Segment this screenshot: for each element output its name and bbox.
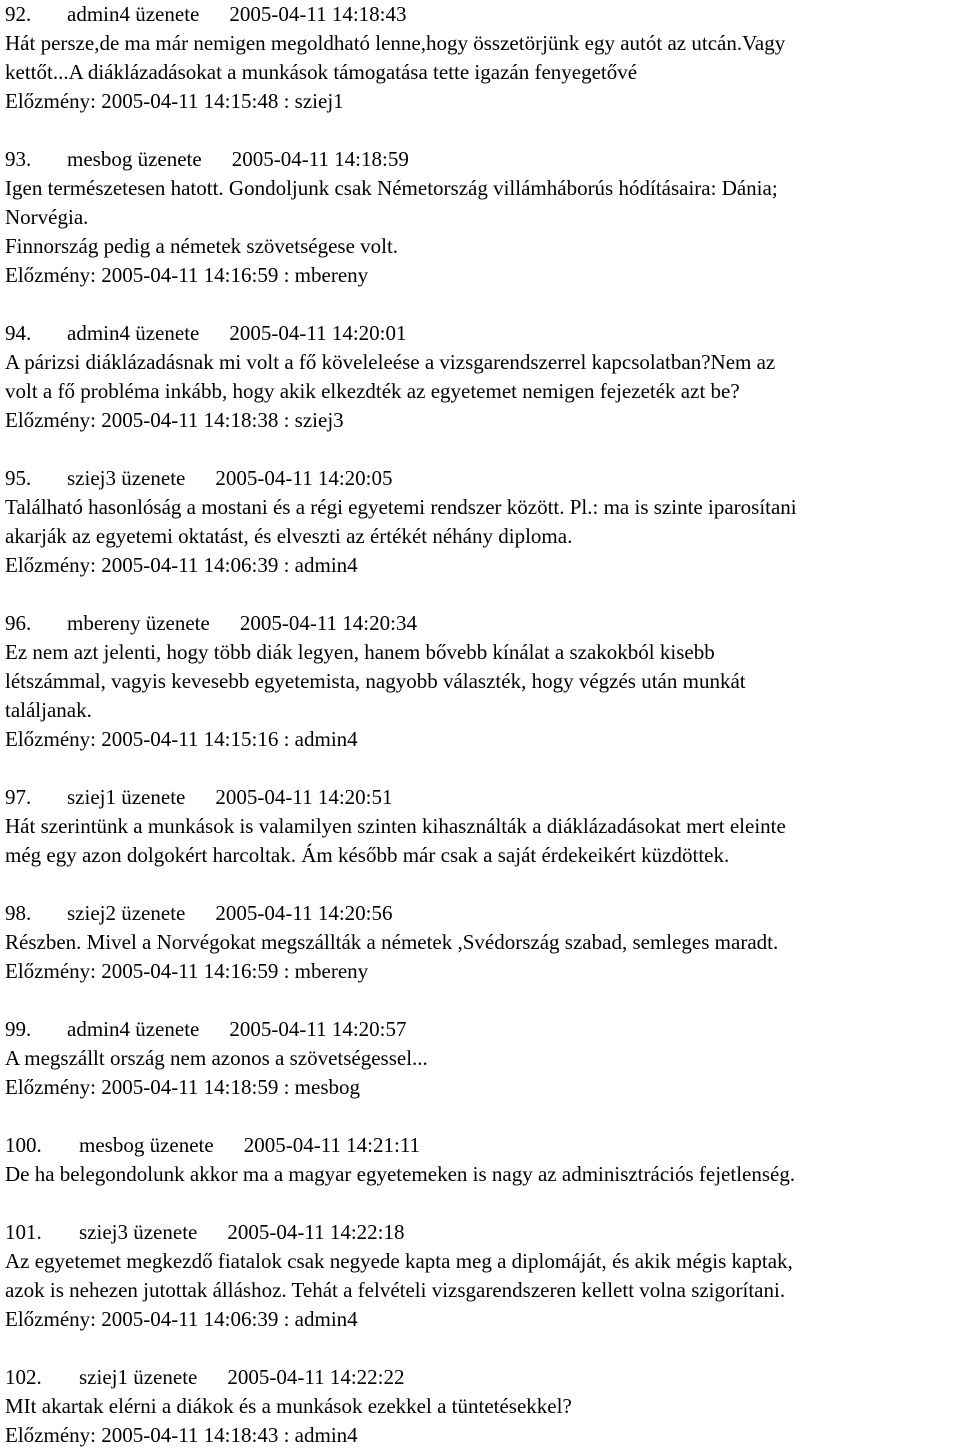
- previous-message-link[interactable]: Előzmény: 2005-04-11 14:18:38 : sziej3: [5, 408, 344, 432]
- post-timestamp: 2005-04-11 14:20:01: [229, 321, 407, 345]
- post-number: 94.: [5, 321, 32, 345]
- post-author: admin4 üzenete: [67, 1017, 200, 1041]
- previous-message-link[interactable]: Előzmény: 2005-04-11 14:18:43 : admin4: [5, 1423, 358, 1447]
- post-timestamp: 2005-04-11 14:20:56: [215, 901, 393, 925]
- post-timestamp: 2005-04-11 14:20:57: [229, 1017, 407, 1041]
- forum-post: [5, 1015, 960, 1102]
- post-header: [5, 783, 960, 812]
- post-text-line: Norvégia.: [5, 205, 89, 229]
- post-body: [5, 638, 960, 725]
- forum-post: [5, 609, 960, 754]
- post-header: [5, 899, 960, 928]
- forum-post: [5, 1218, 960, 1334]
- post-timestamp: 2005-04-11 14:18:59: [231, 147, 409, 171]
- post-body: [5, 1160, 960, 1189]
- post-number: 93.: [5, 147, 32, 171]
- previous-message-link[interactable]: Előzmény: 2005-04-11 14:06:39 : admin4: [5, 1307, 358, 1331]
- post-author: mbereny üzenete: [67, 611, 210, 635]
- post-timestamp: 2005-04-11 14:22:22: [227, 1365, 405, 1389]
- post-header: [5, 1015, 960, 1044]
- post-timestamp: 2005-04-11 14:21:11: [243, 1133, 421, 1157]
- post-number: 92.: [5, 2, 32, 26]
- post-body: [5, 928, 960, 957]
- post-body: [5, 493, 960, 551]
- post-header: [5, 1218, 960, 1247]
- post-text-line: Finnország pedig a németek szövetségese volt.: [5, 234, 399, 258]
- post-header: [5, 319, 960, 348]
- post-number: 100.: [5, 1133, 42, 1157]
- post-text-line: létszámmal, vagyis kevesebb egyetemista, nagyobb választék, hogy végzés után munkát: [5, 669, 746, 693]
- post-text-line: MIt akartak elérni a diákok és a munkások ezekkel a tüntetésekkel?: [5, 1394, 572, 1418]
- forum-post: [5, 783, 960, 870]
- post-author: sziej3 üzenete: [79, 1220, 198, 1244]
- post-text-line: volt a fő probléma inkább, hogy akik elkezdték az egyetemet nemigen fejezeték azt be?: [5, 379, 740, 403]
- post-text-line: Ez nem azt jelenti, hogy több diák legyen, hanem bővebb kínálat a szakokból kisebb: [5, 640, 715, 664]
- post-number: 97.: [5, 785, 32, 809]
- post-body: [5, 1044, 960, 1073]
- post-text-line: A párizsi diáklázadásnak mi volt a fő köveleleése a vizsgarendszerrel kapcsolatban?Nem az: [5, 350, 776, 374]
- post-header: [5, 1131, 960, 1160]
- post-timestamp: 2005-04-11 14:20:05: [215, 466, 393, 490]
- forum-post: [5, 145, 960, 290]
- post-author: sziej1 üzenete: [79, 1365, 198, 1389]
- previous-message-link[interactable]: Előzmény: 2005-04-11 14:15:48 : sziej1: [5, 89, 344, 113]
- post-author: sziej3 üzenete: [67, 466, 186, 490]
- post-author: admin4 üzenete: [67, 321, 200, 345]
- post-number: 99.: [5, 1017, 32, 1041]
- previous-message-link[interactable]: Előzmény: 2005-04-11 14:18:59 : mesbog: [5, 1075, 361, 1099]
- post-author: mesbog üzenete: [79, 1133, 214, 1157]
- post-timestamp: 2005-04-11 14:22:18: [227, 1220, 405, 1244]
- post-number: 95.: [5, 466, 32, 490]
- post-text-line: De ha belegondolunk akkor ma a magyar egyetemeken is nagy az adminisztrációs fejetlenség.: [5, 1162, 796, 1186]
- post-header: [5, 609, 960, 638]
- post-body: [5, 174, 960, 261]
- post-header: [5, 0, 960, 29]
- post-body: [5, 1247, 960, 1305]
- forum-post: [5, 1363, 960, 1450]
- post-body: [5, 29, 960, 87]
- post-text-line: akarják az egyetemi oktatást, és elveszti az értékét néhány diploma.: [5, 524, 573, 548]
- post-author: mesbog üzenete: [67, 147, 202, 171]
- post-timestamp: 2005-04-11 14:18:43: [229, 2, 407, 26]
- post-text-line: Igen természetesen hatott. Gondoljunk csak Németország villámháborús hódításaira: Dánia;: [5, 176, 778, 200]
- post-text-line: találjanak.: [5, 698, 92, 722]
- post-number: 102.: [5, 1365, 42, 1389]
- post-text-line: A megszállt ország nem azonos a szövetségessel...: [5, 1046, 428, 1070]
- post-number: 101.: [5, 1220, 42, 1244]
- forum-post: [5, 0, 960, 116]
- previous-message-link[interactable]: Előzmény: 2005-04-11 14:16:59 : mbereny: [5, 263, 369, 287]
- post-body: [5, 1392, 960, 1421]
- post-text-line: Az egyetemet megkezdő fiatalok csak negyede kapta meg a diplomáját, és akik mégis kaptak,: [5, 1249, 793, 1273]
- previous-message-link[interactable]: Előzmény: 2005-04-11 14:16:59 : mbereny: [5, 959, 369, 983]
- post-header: [5, 1363, 960, 1392]
- post-author: sziej2 üzenete: [67, 901, 186, 925]
- post-number: 98.: [5, 901, 32, 925]
- post-author: admin4 üzenete: [67, 2, 200, 26]
- post-timestamp: 2005-04-11 14:20:34: [239, 611, 417, 635]
- post-text-line: Hát szerintünk a munkások is valamilyen szinten kihasználták a diáklázadásokat mert eleinte: [5, 814, 786, 838]
- previous-message-link[interactable]: Előzmény: 2005-04-11 14:15:16 : admin4: [5, 727, 358, 751]
- post-header: [5, 145, 960, 174]
- post-text-line: Hát persze,de ma már nemigen megoldható lenne,hogy összetörjünk egy autót az utcán.Vagy: [5, 31, 786, 55]
- forum-post: [5, 319, 960, 435]
- post-text-line: azok is nehezen jutottak álláshoz. Tehát a felvételi vizsgarendszeren kellett volna szigorítani.: [5, 1278, 786, 1302]
- post-text-line: Található hasonlóság a mostani és a régi egyetemi rendszer között. Pl.: ma is szinte iparosítani: [5, 495, 797, 519]
- post-text-line: kettőt...A diáklázadásokat a munkások támogatása tette igazán fenyegetővé: [5, 60, 638, 84]
- forum-post: [5, 464, 960, 580]
- post-text-line: Részben. Mivel a Norvégokat megszállták a németek ,Svédország szabad, semleges maradt.: [5, 930, 779, 954]
- post-body: [5, 812, 960, 870]
- previous-message-link[interactable]: Előzmény: 2005-04-11 14:06:39 : admin4: [5, 553, 358, 577]
- post-number: 96.: [5, 611, 32, 635]
- post-author: sziej1 üzenete: [67, 785, 186, 809]
- forum-post: [5, 899, 960, 986]
- post-header: [5, 464, 960, 493]
- post-timestamp: 2005-04-11 14:20:51: [215, 785, 393, 809]
- post-text-line: még egy azon dolgokért harcoltak. Ám később már csak a saját érdekeikért küzdöttek.: [5, 843, 730, 867]
- post-body: [5, 348, 960, 406]
- forum-post: [5, 1131, 960, 1189]
